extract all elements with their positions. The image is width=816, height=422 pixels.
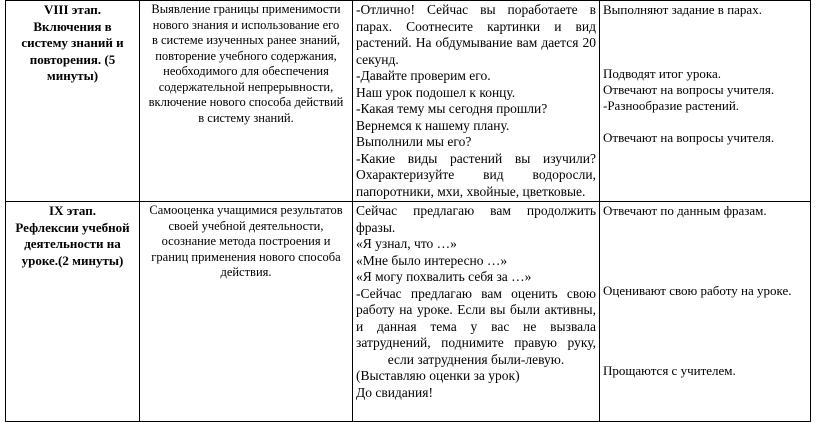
table-row xyxy=(6,1,811,202)
goal-line: необходимого для обеспечения xyxy=(163,64,329,78)
student-line: Отвечают на вопросы учителя. xyxy=(603,130,775,145)
student-cell xyxy=(600,1,811,202)
goal-cell xyxy=(140,202,353,422)
goal-line: в систему знаний. xyxy=(198,110,294,125)
goal-line: содержательной непрерывности, xyxy=(158,79,334,94)
teacher-line: растений. На обдумывание вам дается 20 xyxy=(356,35,596,50)
stage-line: IX этап. xyxy=(49,203,96,218)
teacher-line: Выполнили мы его? xyxy=(356,134,472,149)
goal-line: нового знания и использование его xyxy=(152,17,340,32)
teacher-line: Вернемся к нашему плану. xyxy=(356,117,510,133)
teacher-line: парах. Соотнесите картинки и вид xyxy=(356,18,596,34)
student-line: Оценивают свою работу на уроке. xyxy=(603,283,792,298)
goal-line: Выявление границы применимости xyxy=(151,2,341,16)
student-line: -Разнообразие растений. xyxy=(603,98,740,113)
goal-line: повторение учебного содержания, xyxy=(155,48,337,63)
goal-line: включение нового способа действий xyxy=(148,95,344,109)
teacher-line: -Давайте проверим его. xyxy=(356,68,491,83)
teacher-line: если затруднения были-левую. xyxy=(387,351,565,367)
teacher-line: Сейчас предлагаю вам продолжить xyxy=(356,203,596,218)
teacher-line: (Выставляю оценки за урок) xyxy=(356,368,520,383)
goal-line: границ применения нового способа xyxy=(151,249,341,264)
student-cell xyxy=(600,202,811,422)
teacher-line: -Отлично! Сейчас вы поработаете в xyxy=(356,2,596,17)
teacher-line: «Я могу похвалить себя за …» xyxy=(356,269,532,284)
stage-line: Рефлексии учебной xyxy=(15,219,130,235)
teacher-line: «Мне было интересно …» xyxy=(356,252,508,268)
student-line: Выполняют задание в парах. xyxy=(603,2,762,17)
lesson-plan-table xyxy=(5,0,811,422)
teacher-line: Наш урок подошел к концу. xyxy=(356,84,516,100)
student-line: Отвечают по данным фразам. xyxy=(603,203,767,218)
stage-line: деятельности на xyxy=(24,236,121,251)
stage-cell xyxy=(6,1,140,202)
teacher-line: -Какие виды растений вы изучили? xyxy=(356,150,596,166)
teacher-line: «Я узнал, что …» xyxy=(356,236,457,251)
teacher-line: и данная тема у вас не вызвала xyxy=(356,318,596,334)
student-line: Прощаются с учителем. xyxy=(603,363,736,378)
stage-line: VIII этап. xyxy=(43,2,102,17)
teacher-line: До свидания! xyxy=(356,384,433,400)
teacher-line: -Какая тему мы сегодня прошли? xyxy=(356,101,548,116)
stage-line: повторения. (5 xyxy=(29,51,116,67)
teacher-cell xyxy=(353,202,600,422)
student-line: Отвечают на вопросы учителя. xyxy=(603,82,775,97)
goal-line: своей учебной деятельности, xyxy=(168,218,324,233)
goal-line: в системе изученных ранее знаний, xyxy=(151,33,341,47)
teacher-line: секунд. xyxy=(356,51,399,67)
teacher-line: работу на уроке. Если вы были активны, xyxy=(356,302,596,317)
stage-line: систему знаний и xyxy=(21,35,124,50)
teacher-line: затруднений, поднимите правую руку, xyxy=(356,335,596,350)
teacher-line: папоротники, мхи, хвойные, цветковые. xyxy=(356,183,586,199)
stage-line: уроке.(2 минуты) xyxy=(21,252,124,268)
teacher-line: фразы. xyxy=(356,219,396,235)
stage-line: минуты) xyxy=(46,68,99,83)
goal-line: Самооценка учащимися результатов xyxy=(149,203,343,217)
stage-line: Включения в xyxy=(33,18,112,34)
goal-line: осознание метода построения и xyxy=(161,234,331,248)
teacher-line: Охарактеризуйте вид водоросли, xyxy=(356,167,596,182)
teacher-line: -Сейчас предлагаю вам оценить свою xyxy=(356,285,596,301)
goal-cell xyxy=(140,1,353,202)
teacher-cell xyxy=(353,1,600,202)
goal-line: действия. xyxy=(220,265,272,279)
table-row xyxy=(6,202,811,422)
student-line: Подводят итог урока. xyxy=(603,66,722,81)
stage-cell xyxy=(6,202,140,422)
